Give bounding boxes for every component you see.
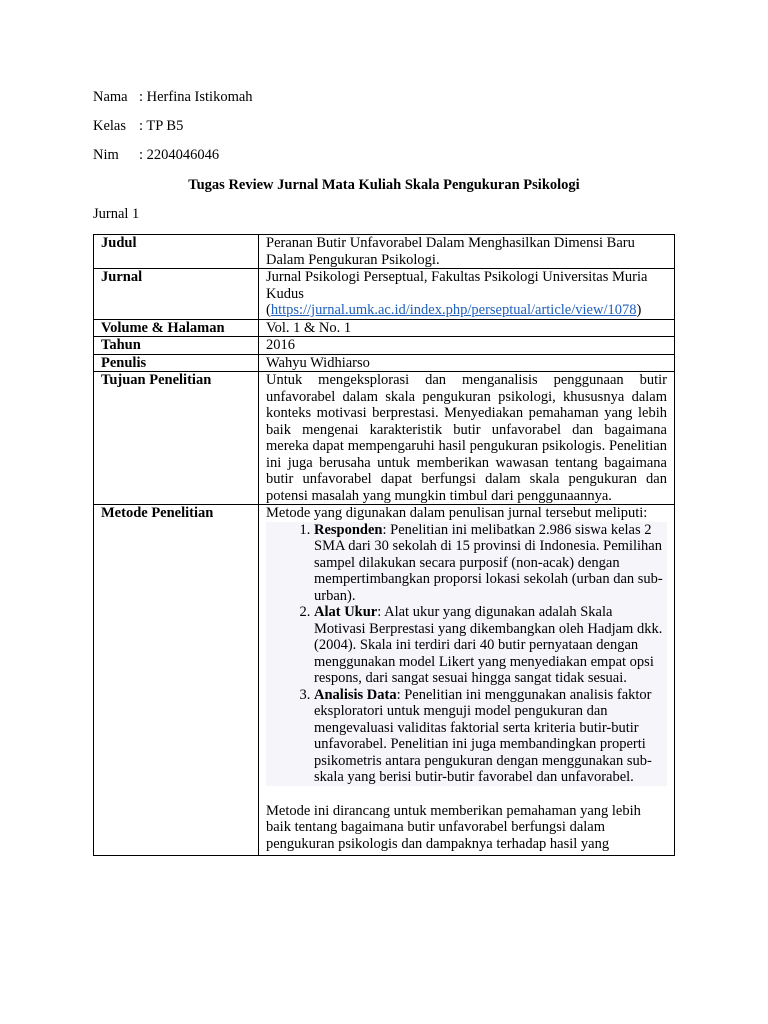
penulis-label: Penulis xyxy=(94,354,259,372)
name-value: : Herfina Istikomah xyxy=(139,89,253,105)
table-row xyxy=(94,235,675,269)
list-item xyxy=(314,522,667,605)
table-row xyxy=(94,269,675,320)
spacer xyxy=(266,786,667,803)
jurnal-url-link[interactable]: https://jurnal.umk.ac.id/index.php/perseptual/article/view/1078 xyxy=(270,302,637,318)
tahun-label: Tahun xyxy=(94,337,259,355)
jurnal-value: Jurnal Psikologi Perseptual, Fakultas Psikologi Universitas Muria Kudus xyxy=(266,269,648,302)
metode-term: Alat Ukur xyxy=(314,604,378,620)
metode-text: : Penelitian ini melibatkan 2.986 siswa kelas 2 SMA dari 30 sekolah di 15 provinsi di Indonesia. Pemilihan sampel dilakukan secara purposif (non-acak) dengan mempertimbangkan proporsi lokasi sekolah (urban dan sub-urban). xyxy=(314,521,663,604)
metode-closing: Metode ini dirancang untuk memberikan pemahaman yang lebih baik tentang bagaimana butir unfavorabel berfungsi dalam pengukuran psikologis dan dampaknya terhadap hasil yang xyxy=(266,802,641,852)
tujuan-label: Tujuan Penelitian xyxy=(94,372,259,505)
metode-cell xyxy=(259,505,675,856)
table-row xyxy=(94,319,675,337)
metode-label: Metode Penelitian xyxy=(94,505,259,856)
judul-label: Judul xyxy=(94,235,259,269)
jurnal-cell xyxy=(259,269,675,320)
list-item xyxy=(314,604,667,687)
document-title: Tugas Review Jurnal Mata Kuliah Skala Pengukuran Psikologi xyxy=(188,177,580,193)
metode-intro: Metode yang digunakan dalam penulisan jurnal tersebut meliputi: xyxy=(266,505,648,521)
metode-closing-wrapper xyxy=(266,803,667,855)
volume-label: Volume & Halaman xyxy=(94,319,259,337)
metode-text: : Penelitian ini menggunakan analisis faktor eksploratori untuk menguji model pengukuran dan mengevaluasi validitas faktorial serta kriteria butir-butir unfavorabel. Penelitian ini juga membandingkan properti psikometris antara pengukuran dengan menggunakan sub-skala yang berisi butir-butir favorabel dan unfavorabel. xyxy=(314,686,652,785)
metode-list xyxy=(266,522,667,786)
metode-term: Responden xyxy=(314,521,383,538)
table-row xyxy=(94,505,675,856)
nim-label: Nim xyxy=(93,147,119,163)
tujuan-value: Untuk mengeksplorasi dan menganalisis penggunaan butir unfavorabel dalam skala pengukuran psikologi, khususnya dalam konteks motivasi berprestasi. Menyediakan pemahaman yang lebih baik mengenai karakteristik butir unfavorabel dan bagaimana mereka dapat mempengaruhi hasil pengukuran psikologis. Penelitian ini juga berusaha untuk memberikan wawasan tentang bagaimana butir unfavorabel dapat berfungsi dalam skala pengukuran dan potensi masalah yang mungkin timbul dari penggunaannya. xyxy=(259,372,675,505)
judul-value: Peranan Butir Unfavorabel Dalam Menghasilkan Dimensi Baru Dalam Pengukuran Psikologi. xyxy=(259,235,675,269)
section-label: Jurnal 1 xyxy=(93,206,140,222)
review-table xyxy=(93,234,675,856)
penulis-value: Wahyu Widhiarso xyxy=(259,354,675,372)
table-row xyxy=(94,372,675,505)
volume-value: Vol. 1 & No. 1 xyxy=(259,319,675,337)
link-open-paren: ( xyxy=(266,302,271,318)
jurnal-label: Jurnal xyxy=(94,269,259,320)
tahun-value: 2016 xyxy=(259,337,675,355)
class-value: : TP B5 xyxy=(139,118,184,134)
link-close-paren: ) xyxy=(636,302,642,318)
student-name-row xyxy=(93,88,253,106)
metode-text: : Alat ukur yang digunakan adalah Skala Motivasi Berprestasi yang dikembangkan oleh Hadjam dkk. (2004). Skala ini terdiri dari 40 butir pernyataan dengan menggunakan model Likert yang menyediakan empat opsi respons, dari sangat sesuai hingga sangat tidak sesuai. xyxy=(314,604,663,686)
table-row xyxy=(94,337,675,355)
class-label: Kelas xyxy=(93,118,127,134)
name-label: Nama xyxy=(93,89,128,105)
student-nim-row xyxy=(93,146,219,164)
table-row xyxy=(94,354,675,372)
metode-term: Analisis Data xyxy=(314,686,397,703)
nim-value: : 2204046046 xyxy=(139,147,220,163)
list-item xyxy=(314,687,667,786)
student-class-row xyxy=(93,117,183,135)
